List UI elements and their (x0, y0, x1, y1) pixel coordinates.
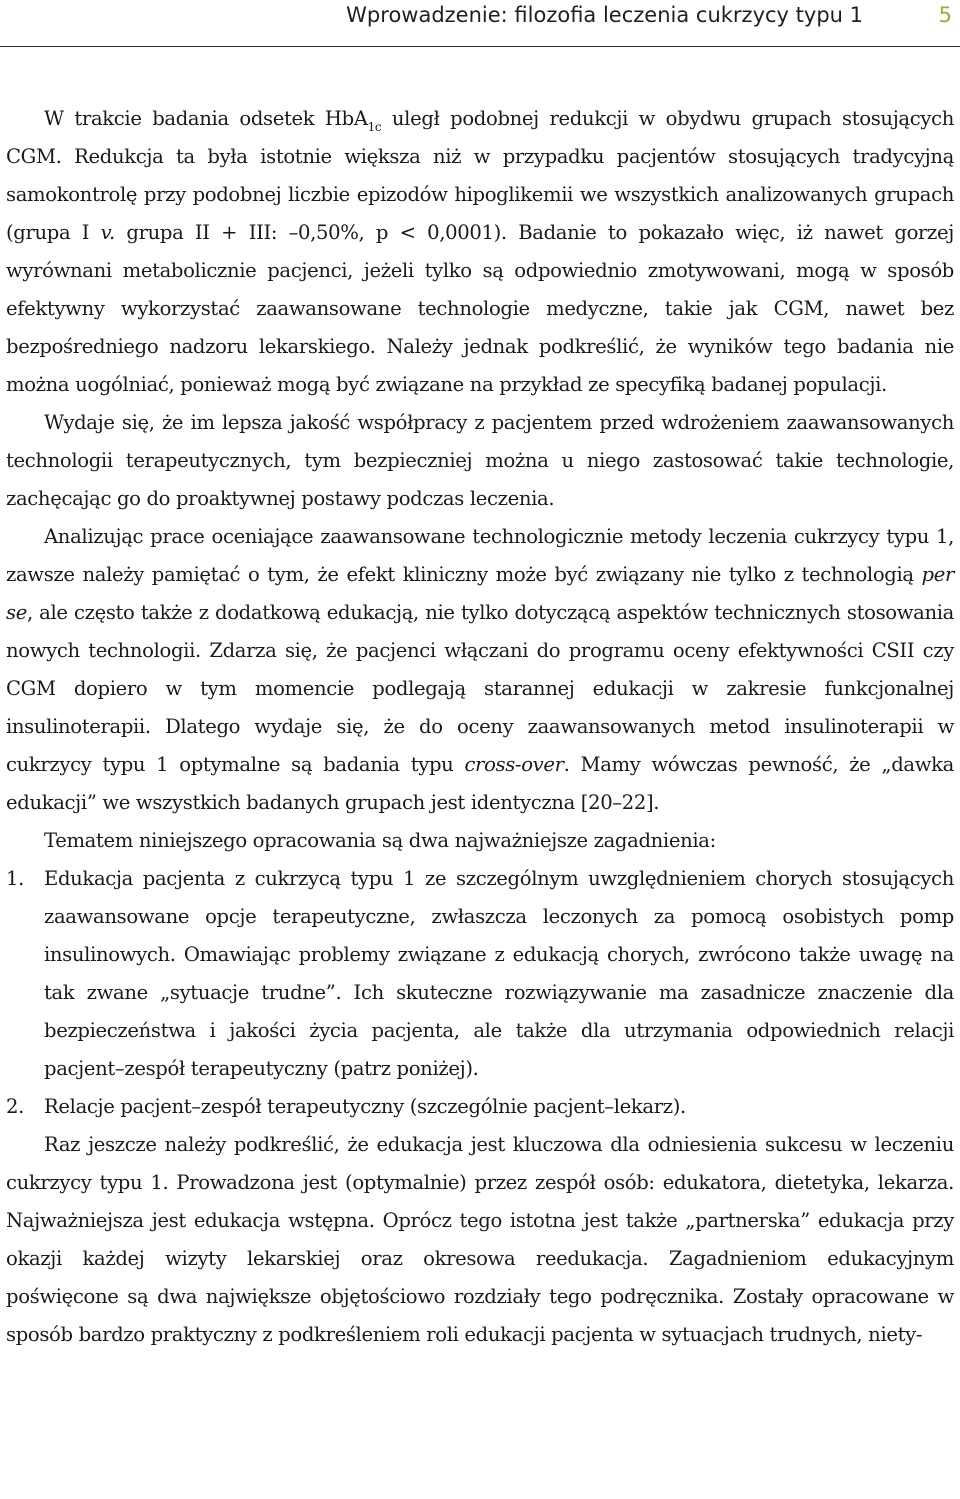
page-number: 5 (938, 3, 952, 27)
paragraph-cgm-study-part-b: uległ podobnej redukcji w obydwu grupach stosujących CGM. Redukcja ta była istotnie większa niż w przypadku pacjentów stosujących tradycyjną samokontrolę przy podobnej liczbie epizodów hipoglikemii we wszystkich analizowanych grupach (grupa I (6, 107, 954, 244)
list-item-number: 2. (6, 1095, 24, 1118)
body-text (6, 100, 954, 1354)
list-item-text: Edukacja pacjenta z cukrzycą typu 1 ze szczególnym uwzględnieniem chorych stosujących zaawansowane opcje terapeutyczne, zwłaszcza leczonych za pomocą osobistych pomp insulinowych. Omawiając problemy związane z edukacją chorych, zwrócono także uwagę na tak zwane „sytuacje trudne”. Ich skuteczne rozwiązywanie ma zasadnicze znaczenie dla bezpieczeństwa i jakości życia pacjenta, ale także dla utrzymania odpowiednich relacji pacjent–zespół terapeutyczny (patrz poniżej). (44, 867, 954, 1080)
list-item (6, 860, 954, 1088)
paragraph-cgm-study-part-c: grupa II + III: –0,50%, p < 0,0001). Badanie to pokazało więc, iż nawet gorzej wyrównani metabolicznie pacjenci, jeżeli tylko są odpowiednio zmotywowani, mogą w sposób efektywny wykorzystać zaawansowane technologie medyczne, takie jak CGM, nawet bez bezpośredniego nadzoru lekarskiego. Należy jednak podkreślić, że wyników tego badania nie można uogólniać, ponieważ mogą być związane na przykład ze specyfiką badanej populacji. (6, 221, 955, 396)
paragraph-cooperation: Wydaje się, że im lepsza jakość współpracy z pacjentem przed wdrożeniem zaawansowanych technologii terapeutycznych, tym bezpieczniej można u niego zastosować takie technologie, zachęcając go do proaktywnej postawy podczas leczenia. (6, 411, 954, 510)
running-header (0, 0, 960, 47)
hba1c-subscript: 1c (367, 120, 382, 134)
list-item (6, 1088, 954, 1126)
paragraph-cgm-study (6, 100, 954, 404)
paragraph-topics-intro: Tematem niniejszego opracowania są dwa najważniejsze zagadnienia: (44, 829, 716, 852)
paragraph-cgm-study-part-a: W trakcie badania odsetek HbA (44, 107, 368, 130)
paragraph-technology-evaluation-part-a: Analizując prace oceniające zaawansowane technologicznie metody leczenia cukrzycy typu 1, zawsze należy pamiętać o tym, że efekt kliniczny może być związany nie tylko z technologią (6, 525, 954, 586)
running-title: Wprowadzenie: filozofia leczenia cukrzycy typu 1 (346, 3, 863, 27)
cross-over-term: cross-over (464, 753, 564, 776)
paragraph-technology-evaluation-part-b: , ale często także z dodatkową edukacją, nie tylko dotyczącą aspektów technicznych stosowania nowych technologii. Zdarza się, że pacjenci włączani do programu oceny efektywności CSII czy CGM dopiero w tym momencie podlegają starannej edukacji w zakresie funkcjonalnej insulinoterapii. Dlatego wydaje się, że do oceny zaawansowanych metod insulinoterapii w cukrzycy typu 1 optymalne są badania typu (6, 601, 954, 776)
versus-abbreviation: v. (100, 221, 115, 244)
paragraph-technology-evaluation-part-c: . Mamy wówczas pewność, że „dawka edukacji” we wszystkich badanych grupach jest identyczna [20–22]. (6, 753, 955, 814)
paragraph-education: Raz jeszcze należy podkreślić, że edukacja jest kluczowa dla odniesienia sukcesu w leczeniu cukrzycy typu 1. Prowadzona jest (optymalnie) przez zespół osób: edukatora, dietetyka, lekarza. Najważniejsza jest edukacja wstępna. Oprócz tego istotna jest także „partnerska” edukacja przy okazji każdej wizyty lekarskiej oraz okresowa reedukacja. Zagadnieniom edukacyjnym poświęcone są dwa największe objętościowo rozdziały tego podręcznika. Zostały opracowane w sposób bardzo praktyczny z podkreśleniem roli edukacji pacjenta w sytuacjach trudnych, niety- (6, 1133, 954, 1346)
list-item-number: 1. (6, 867, 24, 890)
per-se-term: per se (6, 563, 954, 624)
topics-list (6, 860, 954, 1126)
list-item-text: Relacje pacjent–zespół terapeutyczny (szczególnie pacjent–lekarz). (44, 1095, 686, 1118)
paragraph-technology-evaluation (6, 518, 954, 822)
